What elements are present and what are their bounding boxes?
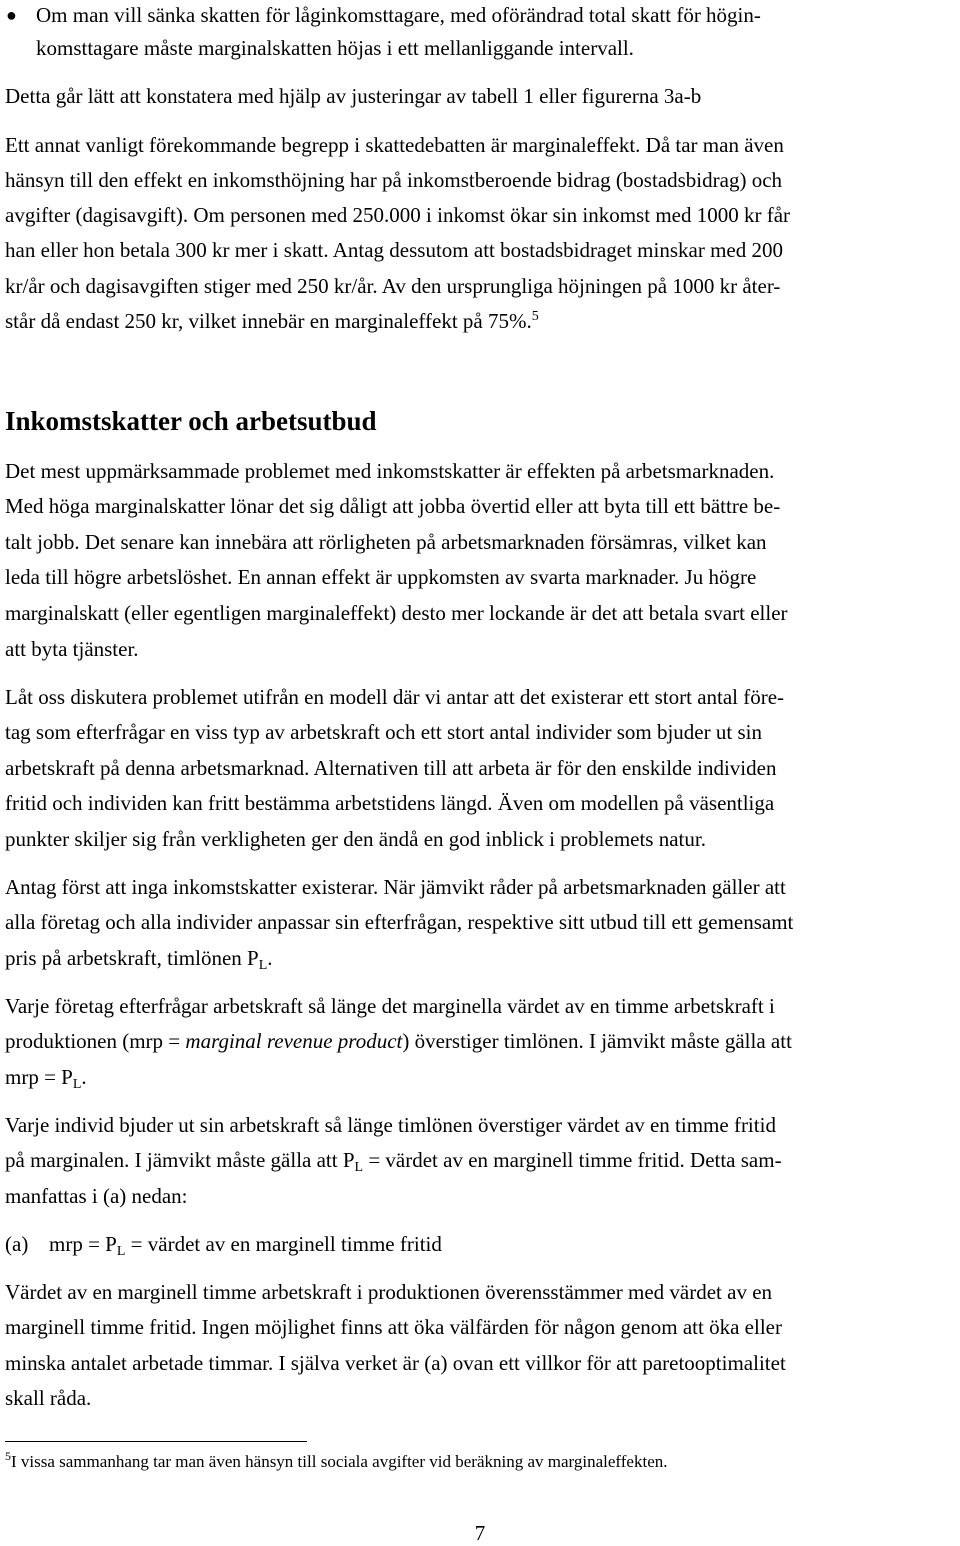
text-line: mrp = $P_L$.: [5, 1065, 87, 1092]
equation-a: (a) mrp = $P_L$ = värdet av en marginell timme fritid: [5, 1232, 442, 1259]
text-line: punkter skiljer sig från verkligheten ger den ändå en god inblick i problemets natur.: [5, 827, 706, 851]
footnote: $^5$I vissa sammanhang tar man även hänsyn till sociala avgifter vid beräkning av marginaleffekten.: [5, 1449, 668, 1471]
text-line: avgifter (dagisavgift). Om personen med 250.000 i inkomst ökar sin inkomst med 1000 kr får: [5, 203, 791, 227]
text-line: marginalskatt (eller egentligen marginaleffekt) desto mer lockande är det att betala svart eller: [5, 601, 788, 625]
section-heading: Inkomstskatter och arbetsutbud: [5, 406, 377, 436]
text-line: manfattas i (a) nedan:: [5, 1184, 188, 1208]
text-line: komsttagare måste marginalskatten höjas i ett mellanliggande intervall.: [36, 36, 634, 60]
text-line: Med höga marginalskatter lönar det sig dåligt att jobba övertid eller att byta till ett bättre be-: [5, 494, 781, 518]
text-line: att byta tjänster.: [5, 637, 139, 661]
text-line: Om man vill sänka skatten för låginkomsttagare, med oförändrad total skatt för högin-: [36, 3, 761, 27]
equation-label: (a): [5, 1232, 29, 1256]
text-line: står då endast 250 kr, vilket innebär en marginaleffekt på 75%.$^5$: [5, 309, 539, 333]
footnote-reference[interactable]: 5: [531, 309, 539, 324]
text-line: arbetskraft på denna arbetsmarknad. Alternativen till att arbeta är för den enskilde individen: [5, 756, 777, 780]
text-line: Värdet av en marginell timme arbetskraft i produktionen överensstämmer med värdet av en: [5, 1280, 773, 1304]
text-line: Det mest uppmärksammade problemet med inkomstskatter är effekten på arbetsmarknaden.: [5, 459, 775, 483]
text-line: produktionen (mrp = marginal revenue product) överstiger timlönen. I jämvikt måste gälla att: [5, 1029, 792, 1053]
text-line: tag som efterfrågar en viss typ av arbetskraft och ett stort antal individer som bjuder ut sin: [5, 720, 762, 744]
text-line: leda till högre arbetslöshet. En annan effekt är uppkomsten av svarta marknader. Ju högre: [5, 565, 757, 589]
text-line: talt jobb. Det senare kan innebära att rörligheten på arbetsmarknaden försämras, vilket kan: [5, 530, 767, 554]
text-line: fritid och individen kan fritt bestämma arbetstidens längd. Även om modellen på väsentliga: [5, 791, 775, 815]
paragraph-detta: Detta går lätt att konstatera med hjälp av justeringar av tabell 1 eller figurerna 3a-b: [5, 84, 702, 108]
text-line: på marginalen. I jämvikt måste gälla att $P_L$ = värdet av en marginell timme fritid. Detta sam-: [5, 1148, 782, 1175]
text-line: Varje företag efterfrågar arbetskraft så länge det marginella värdet av en timme arbetskraft i: [5, 994, 775, 1018]
text-line: Antag först att inga inkomstskatter existerar. När jämvikt råder på arbetsmarknaden gäller att: [5, 875, 786, 899]
text-line: alla företag och alla individer anpassar sin efterfrågan, respektive sitt utbud till ett gemensamt: [5, 910, 794, 934]
text-line: marginell timme fritid. Ingen möjlighet finns att öka välfärden för någon genom att öka eller: [5, 1315, 782, 1339]
text-line: pris på arbetskraft, timlönen $P_L$.: [5, 946, 273, 973]
text-line: han eller hon betala 300 kr mer i skatt. Antag dessutom att bostadsbidraget minskar med 200: [5, 238, 783, 262]
text-line: Varje individ bjuder ut sin arbetskraft så länge timlönen överstiger värdet av en timme fritid: [5, 1113, 776, 1137]
bullet-icon: ●: [6, 5, 17, 25]
text-line: kr/år och dagisavgiften stiger med 250 kr/år. Av den ursprungliga höjningen på 1000 kr åter-: [5, 274, 781, 298]
text-line: skall råda.: [5, 1386, 92, 1410]
footnote-divider: [5, 1441, 307, 1442]
page-number: 7: [474, 1521, 486, 1545]
text-line: Ett annat vanligt förekommande begrepp i skattedebatten är marginaleffekt. Då tar man även: [5, 133, 784, 157]
text-line: hänsyn till den effekt en inkomsthöjning har på inkomstberoende bidrag (bostadsbidrag) och: [5, 168, 783, 192]
footnote-number: 5: [5, 1449, 11, 1463]
text-line: minska antalet arbetade timmar. I själva verket är (a) ovan ett villkor för att paretooptimalitet: [5, 1351, 786, 1375]
text-line: Låt oss diskutera problemet utifrån en modell där vi antar att det existerar ett stort antal före-: [5, 685, 785, 709]
